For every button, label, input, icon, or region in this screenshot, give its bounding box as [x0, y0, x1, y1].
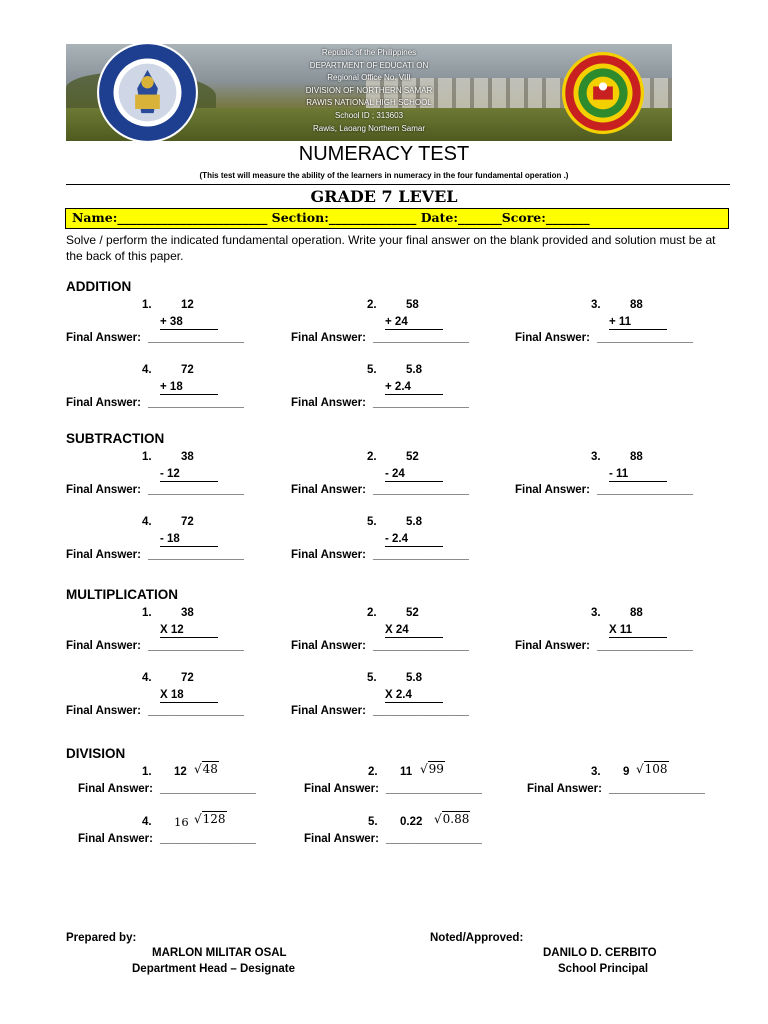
school-seal-icon: [562, 52, 644, 134]
section-title-subtraction: SUBTRACTION: [66, 431, 165, 446]
final-answer-blank[interactable]: _______________: [373, 484, 469, 496]
header-line: DEPARTMENT OF EDUCATI ON: [309, 60, 429, 70]
section-title-addition: ADDITION: [66, 279, 132, 294]
instructions: Solve / perform the indicated fundamental operation. Write your final answer on the blank provided and solution must be at the back of this paper.: [66, 233, 716, 263]
problem-operand-a: 52: [406, 451, 419, 463]
page-subtitle: (This test will measure the ability of the learners in numeracy in the four fundamental operation .): [199, 171, 569, 180]
problem-number: 3.: [591, 766, 601, 778]
problem-number: 5.: [367, 516, 377, 528]
section-label: Section:: [267, 210, 329, 225]
final-answer-blank[interactable]: _______________: [373, 549, 469, 561]
final-answer-blank[interactable]: _______________: [148, 484, 244, 496]
problem-operand-a: 88: [630, 299, 643, 311]
section-title-division: DIVISION: [66, 746, 126, 761]
final-answer-label: Final Answer:: [291, 640, 366, 652]
divisor: 0.22: [400, 816, 423, 828]
problem-operand-b-line: [160, 623, 218, 638]
final-answer-blank[interactable]: _______________: [373, 705, 469, 717]
final-answer-blank[interactable]: _______________: [597, 484, 693, 496]
header-line: School ID ; 313603: [334, 110, 404, 120]
problem-operand-b: 12: [167, 468, 180, 480]
problem-operand-b-line: [385, 623, 443, 638]
problem-number: 1.: [142, 607, 152, 619]
final-answer-label: Final Answer:: [66, 549, 141, 561]
dividend: 48: [202, 762, 218, 776]
operator-symbol: +: [609, 316, 619, 328]
problem-operand-a: 38: [181, 607, 194, 619]
dividend: 108: [644, 762, 668, 776]
problem-operand-b: 24: [394, 316, 408, 328]
problem-number: 3.: [591, 299, 601, 311]
deped-seal-icon: [96, 41, 199, 144]
final-answer-label: Final Answer:: [304, 833, 379, 845]
problem-operand-b: 18: [169, 381, 183, 393]
final-answer-label: Final Answer:: [291, 549, 366, 561]
problem-operand-a: 72: [181, 364, 194, 376]
final-answer-blank[interactable]: _______________: [160, 783, 256, 795]
problem-operand-a: 5.8: [406, 672, 422, 684]
operator-symbol: -: [609, 468, 617, 480]
problem-operand-b: 24: [392, 468, 405, 480]
radical-icon: √: [636, 762, 644, 776]
final-answer-label: Final Answer:: [515, 484, 590, 496]
radical-icon: √: [420, 762, 428, 776]
problem-operand-b-line: [385, 380, 443, 395]
problem-number: 1.: [142, 299, 152, 311]
final-answer-blank[interactable]: _______________: [373, 397, 469, 409]
problem-number: 5.: [367, 672, 377, 684]
final-answer-blank[interactable]: _______________: [160, 833, 256, 845]
prepared-by-title: Department Head – Designate: [132, 963, 295, 975]
problem-operand-b-line: [160, 532, 218, 547]
problem-number: 1.: [142, 766, 152, 778]
operator-symbol: +: [385, 381, 395, 393]
score-label: Score:: [501, 210, 546, 225]
header-line: Regional Office No. VIII: [327, 73, 411, 83]
dividend: 99: [428, 762, 444, 776]
problem-number: 2.: [367, 451, 377, 463]
problem-operand-b: 38: [169, 316, 183, 328]
divisor: 12: [174, 766, 187, 778]
final-answer-blank[interactable]: _______________: [148, 640, 244, 652]
problem-operand-b: 11: [619, 624, 633, 636]
problem-operand-a: 5.8: [406, 516, 422, 528]
problem-operand-b-line: [160, 688, 218, 703]
grade-level: GRADE 7 LEVEL: [310, 187, 458, 206]
problem-operand-a: 12: [181, 299, 194, 311]
problem-operand-a: 88: [630, 451, 643, 463]
final-answer-label: Final Answer:: [291, 705, 366, 717]
operator-symbol: +: [160, 381, 170, 393]
problem-number: 5.: [367, 364, 377, 376]
page-title: NUMERACY TEST: [298, 143, 470, 165]
final-answer-label: Final Answer:: [304, 783, 379, 795]
operator-symbol: -: [160, 533, 168, 545]
problem-operand-b: 18: [167, 533, 180, 545]
operator-symbol: +: [385, 316, 395, 328]
problem-operand-a: 72: [181, 516, 194, 528]
problem-operand-b: 18: [170, 689, 184, 701]
final-answer-label: Final Answer:: [291, 484, 366, 496]
problem-number: 3.: [591, 451, 601, 463]
problem-operand-b: 2.4: [392, 533, 409, 545]
header-line: DIVISION OF NORTHERN SAMAR: [305, 85, 433, 95]
final-answer-label: Final Answer:: [66, 484, 141, 496]
section-title-multiplication: MULTIPLICATION: [66, 587, 178, 602]
final-answer-blank[interactable]: _______________: [386, 833, 482, 845]
dividend: 128: [202, 812, 226, 826]
problem-number: 2.: [367, 299, 377, 311]
final-answer-label: Final Answer:: [291, 397, 366, 409]
final-answer-blank[interactable]: _______________: [386, 783, 482, 795]
header-line: Rawis, Laoang Northern Samar: [312, 123, 426, 133]
title-divider: [66, 184, 730, 185]
problem-number: 2.: [367, 607, 377, 619]
operator-symbol: -: [385, 533, 393, 545]
operator-symbol: X: [160, 624, 171, 636]
problem-operand-b: 24: [395, 624, 409, 636]
problem-operand-b: 11: [616, 468, 629, 480]
dividend: 0.88: [442, 812, 470, 826]
problem-number: 5.: [368, 816, 378, 828]
final-answer-label: Final Answer:: [66, 640, 141, 652]
problem-operand-b: 12: [170, 624, 184, 636]
radical-icon: √: [194, 812, 202, 826]
final-answer-label: Final Answer:: [291, 332, 366, 344]
problem-number: 4.: [142, 816, 152, 828]
final-answer-label: Final Answer:: [527, 783, 602, 795]
problem-operand-b: 2.4: [394, 381, 411, 393]
problem-operand-b-line: [609, 315, 667, 330]
final-answer-blank[interactable]: _______________: [148, 332, 244, 344]
header-line: Republic of the Philippines: [321, 48, 417, 57]
final-answer-label: Final Answer:: [66, 397, 141, 409]
operator-symbol: X: [609, 624, 620, 636]
problem-number: 1.: [142, 451, 152, 463]
problem-operand-b-line: [160, 467, 218, 482]
header-line: RAWIS NATIONAL HIGH SCHOOL: [306, 98, 432, 108]
date-label: Date:: [416, 210, 458, 225]
problem-operand-a: 5.8: [406, 364, 422, 376]
radical-icon: √: [194, 762, 202, 776]
student-info-bar: [65, 208, 729, 229]
problem-operand-b-line: [160, 315, 218, 330]
noted-by-label: Noted/Approved:: [430, 932, 524, 944]
final-answer-label: Final Answer:: [78, 833, 153, 845]
long-division-bracket: [434, 812, 470, 826]
problem-operand-a: 52: [406, 607, 419, 619]
divisor: 9: [623, 766, 630, 778]
operator-symbol: X: [385, 624, 396, 636]
prepared-by-label: Prepared by:: [66, 932, 137, 944]
problem-operand-a: 72: [181, 672, 194, 684]
problem-number: 4.: [142, 516, 152, 528]
problem-operand-a: 58: [406, 299, 419, 311]
problem-operand-b-line: [385, 467, 443, 482]
name-label: Name:: [72, 210, 118, 225]
problem-operand-b-line: [609, 623, 667, 638]
problem-operand-b-line: [385, 315, 443, 330]
operator-symbol: -: [160, 468, 168, 480]
final-answer-blank[interactable]: _______________: [609, 783, 705, 795]
prepared-by-name: MARLON MILITAR OSAL: [152, 947, 287, 959]
divisor: 11: [400, 766, 413, 778]
noted-by-title: School Principal: [558, 963, 649, 975]
score-field[interactable]: _______: [545, 210, 590, 225]
problem-operand-b: 2.4: [395, 689, 412, 701]
problem-operand-b: 11: [618, 316, 632, 328]
long-division-bracket: [194, 812, 227, 826]
final-answer-label: Final Answer:: [515, 332, 590, 344]
operator-symbol: X: [385, 689, 396, 701]
final-answer-label: Final Answer:: [66, 332, 141, 344]
date-field[interactable]: _______: [457, 210, 502, 225]
final-answer-blank[interactable]: _______________: [597, 332, 693, 344]
problem-operand-a: 88: [630, 607, 643, 619]
operator-symbol: X: [160, 689, 171, 701]
problem-operand-a: 38: [181, 451, 194, 463]
problem-operand-b-line: [385, 532, 443, 547]
divisor: 16: [174, 815, 189, 829]
operator-symbol: -: [385, 468, 393, 480]
problem-operand-b-line: [385, 688, 443, 703]
noted-by-name: DANILO D. CERBITO: [543, 947, 657, 959]
section-field[interactable]: ______________: [328, 210, 417, 225]
final-answer-blank[interactable]: _______________: [148, 397, 244, 409]
problem-number: 4.: [142, 672, 152, 684]
final-answer-label: Final Answer:: [78, 783, 153, 795]
problem-number: 4.: [142, 364, 152, 376]
final-answer-blank[interactable]: _______________: [373, 332, 469, 344]
final-answer-label: Final Answer:: [66, 705, 141, 717]
final-answer-blank[interactable]: _______________: [597, 640, 693, 652]
problem-operand-b-line: [609, 467, 667, 482]
final-answer-blank[interactable]: _______________: [148, 549, 244, 561]
operator-symbol: +: [160, 316, 170, 328]
final-answer-label: Final Answer:: [515, 640, 590, 652]
long-division-bracket: [420, 762, 445, 776]
name-field[interactable]: ________________________: [117, 210, 268, 225]
long-division-bracket: [636, 762, 669, 776]
long-division-bracket: [194, 762, 219, 776]
problem-number: 3.: [591, 607, 601, 619]
final-answer-blank[interactable]: _______________: [373, 640, 469, 652]
problem-number: 2.: [368, 766, 378, 778]
radical-icon: √: [434, 812, 442, 826]
final-answer-blank[interactable]: _______________: [148, 705, 244, 717]
problem-operand-b-line: [160, 380, 218, 395]
